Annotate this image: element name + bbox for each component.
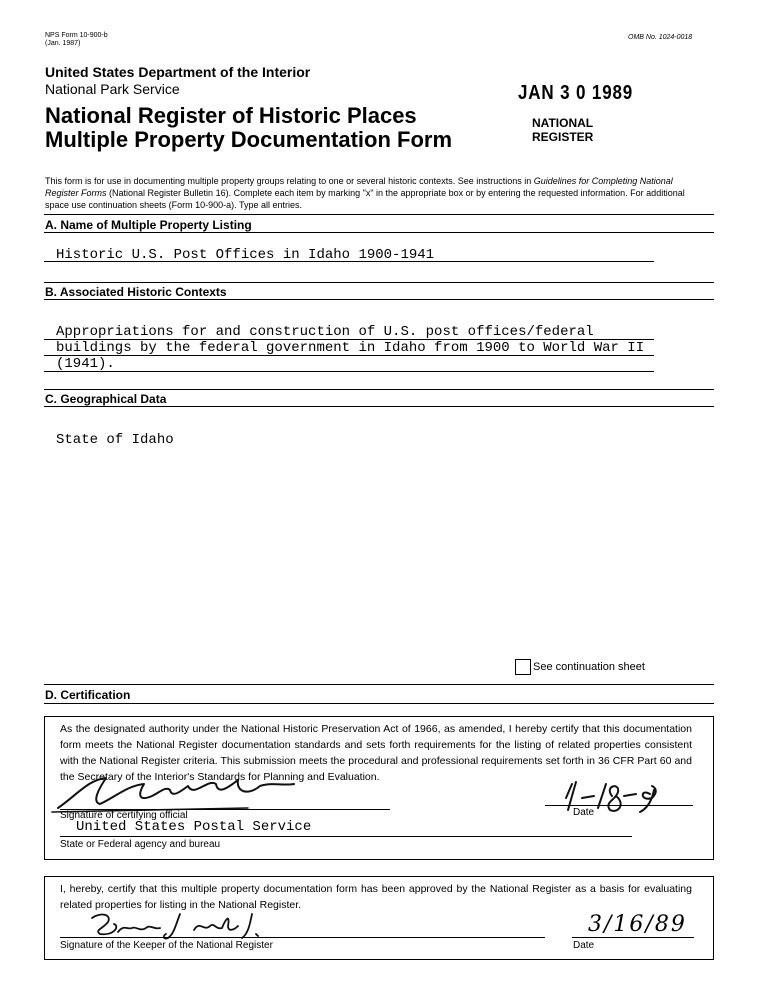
signature-label: Signature of certifying official	[60, 810, 188, 821]
agency-line	[60, 836, 632, 837]
section-c-bottom-rule	[44, 406, 714, 407]
keeper-statement: I, hereby, certify that this multiple property documentation form has been approved by the National Register as a basis for evaluating related properties for listing in the National Register.	[60, 883, 692, 911]
section-b-heading: B. Associated Historic Contexts	[45, 285, 227, 299]
section-d-top-rule	[44, 684, 714, 685]
stamp-line-national: NATIONAL	[532, 116, 594, 130]
service-name: National Park Service	[45, 81, 180, 97]
omb-number: OMB No. 1024-0018	[628, 34, 693, 41]
instructions-text-b: (National Register Bulletin 16). Complete each item by marking "x" in the appropriate box or by entering the requested information. For additional space use continuation sheets (Form 10-900-a). Type all entries.	[45, 188, 685, 210]
context-line: (1941).	[56, 356, 115, 372]
instructions-text-a: This form is for use in documenting multiple property groups relating to one or several historic contexts. See instructions in	[45, 176, 534, 186]
section-b-entry-line	[44, 371, 654, 372]
keeper-date-value: 3/16/89	[588, 912, 687, 937]
section-c-heading: C. Geographical Data	[45, 392, 167, 406]
section-c-top-rule	[44, 389, 714, 390]
keeper-signature-line	[60, 937, 545, 938]
continuation-sheet-checkbox[interactable]	[515, 659, 531, 675]
agency-value: United States Postal Service	[76, 819, 312, 835]
section-b-top-rule	[44, 282, 714, 283]
section-b-entry-line	[44, 339, 654, 340]
date-line	[545, 805, 693, 806]
keeper-signature-label: Signature of the Keeper of the National Register	[60, 940, 273, 951]
historic-contexts	[56, 324, 644, 372]
section-a-bottom-rule	[44, 232, 714, 233]
form-title	[45, 104, 452, 152]
form-title-line1: National Register of Historic Places	[45, 103, 417, 128]
instructions-guidelines-title: Guidelines for Completing National Register Forms	[45, 176, 673, 198]
context-line: buildings by the federal government in Idaho from 1900 to World War II	[56, 340, 645, 356]
section-a-top-rule	[44, 214, 714, 215]
department-name: United States Department of the Interior	[45, 64, 311, 80]
stamp-line-register: REGISTER	[532, 130, 594, 144]
continuation-sheet-label: See continuation sheet	[533, 661, 645, 673]
multiple-property-name: Historic U.S. Post Offices in Idaho 1900-1941	[56, 247, 435, 263]
form-date: (Jan. 1987)	[45, 40, 81, 47]
section-b-bottom-rule	[44, 299, 714, 300]
instructions	[45, 175, 700, 211]
section-d-bottom-rule	[44, 703, 714, 704]
keeper-date-label: Date	[573, 940, 595, 951]
keeper-date-line	[572, 937, 694, 938]
section-a-heading: A. Name of Multiple Property Listing	[45, 218, 252, 232]
received-stamp-date: JAN 3 0 1989	[518, 82, 634, 104]
geographical-data-value: State of Idaho	[56, 432, 174, 448]
section-d-heading: D. Certification	[45, 688, 131, 702]
received-stamp	[532, 116, 593, 144]
section-a-entry-line	[44, 261, 654, 262]
date-label: Date	[573, 807, 595, 818]
agency-label: State or Federal agency and bureau	[60, 839, 221, 850]
context-line: Appropriations for and construction of U.S. post offices/federal	[56, 324, 594, 340]
form-title-line2: Multiple Property Documentation Form	[45, 127, 453, 152]
form-number: NPS Form 10-900-b	[45, 32, 108, 39]
section-b-entry-line	[44, 355, 654, 356]
certification-statement: As the designated authority under the National Historic Preservation Act of 1966, as amended, I hereby certify that this documentation form meets the National Register documentation standards and sets forth requirements for the listing of related properties consistent with the National Register criteria. This submission meets the procedural and professional requirements set forth in 36 CFR Part 60 and the Secretary of the Interior's Standards for Planning and Evaluation.	[60, 723, 692, 783]
